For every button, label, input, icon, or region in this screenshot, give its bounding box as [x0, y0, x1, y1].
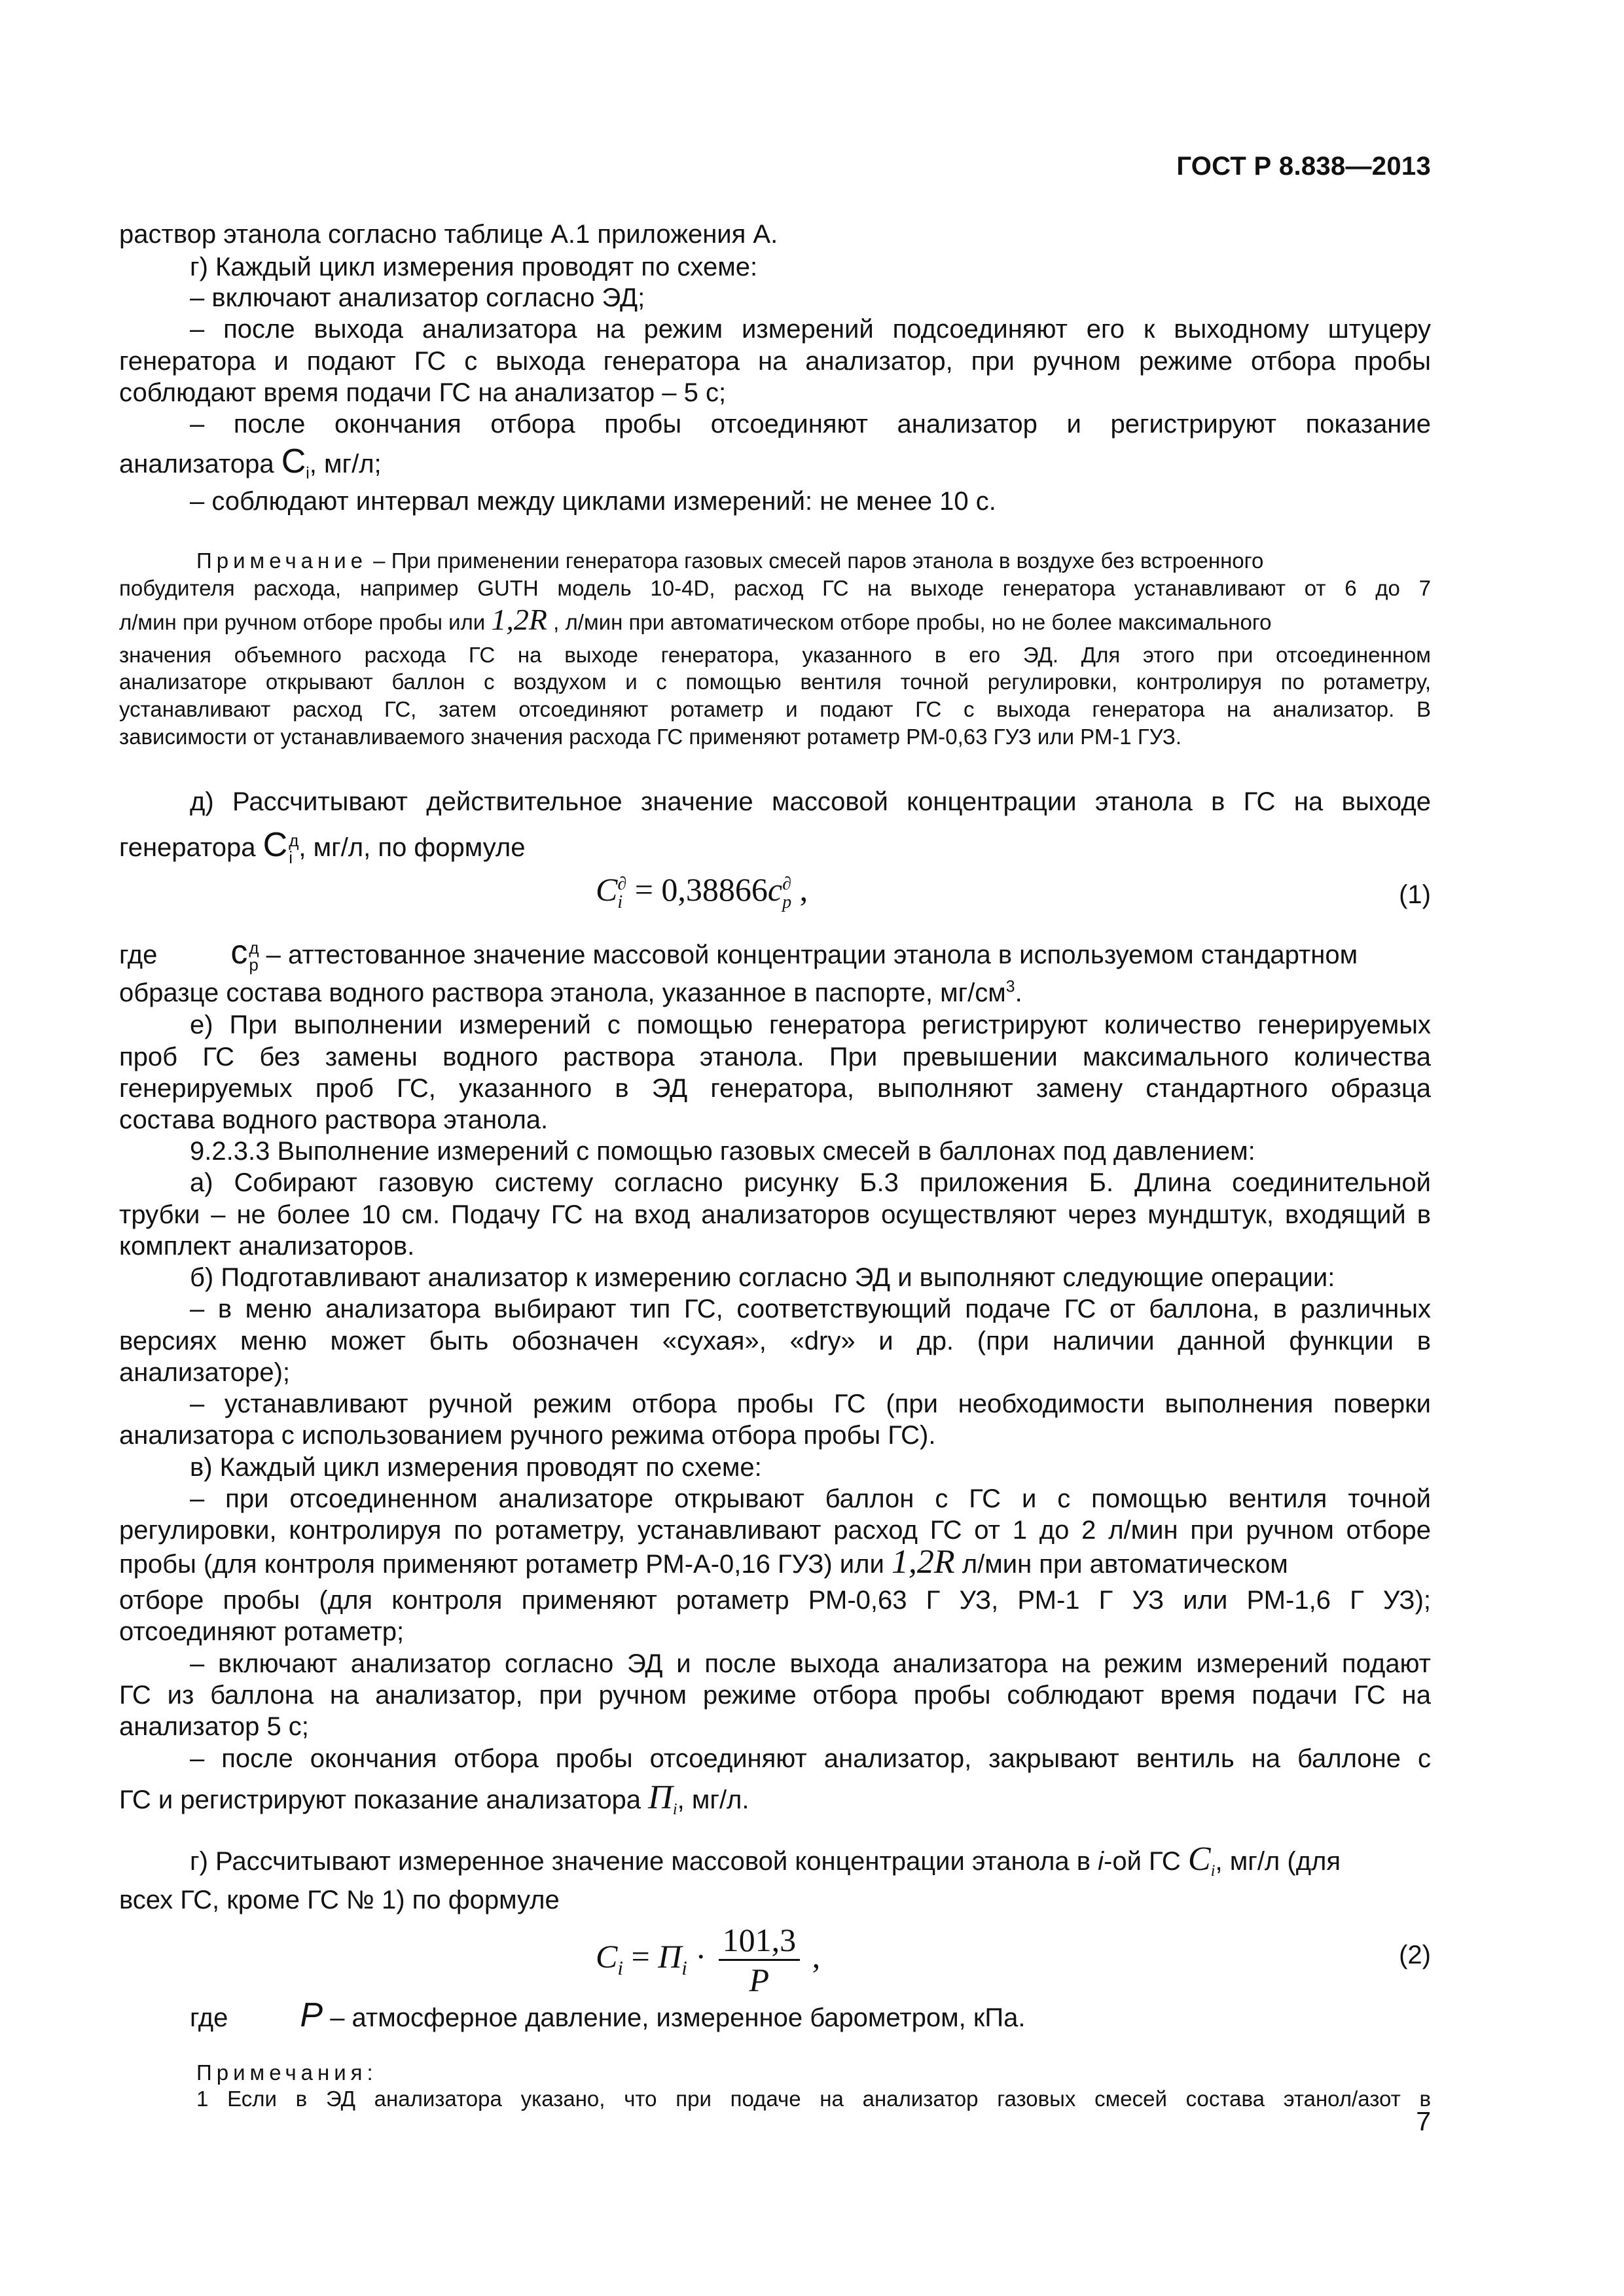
text-line: трубки – не более 10 см. Подачу ГС на вход анализаторов осуществляют через мундштук, входящий в	[119, 1200, 1431, 1229]
section-heading: 9.2.3.3 Выполнение измерений с помощью газовых смесей в баллонах под давлением:	[190, 1137, 1255, 1166]
text-line: анализатор 5 с;	[119, 1712, 309, 1741]
text-line	[119, 442, 1431, 482]
text-line	[119, 1996, 1431, 2034]
text-fragment: , мг/л, по формуле	[298, 833, 526, 862]
page-number: 7	[1416, 2106, 1431, 2136]
formula-1	[596, 870, 808, 912]
text-line: отсоединяют ротаметр;	[119, 1617, 405, 1646]
symbol-subscript: р	[249, 955, 259, 975]
note-label: Примечание	[196, 548, 368, 573]
text-line	[119, 933, 1431, 975]
fraction-denominator: P	[749, 1962, 770, 1998]
text-fragment: .	[1015, 978, 1022, 1007]
symbol-i: i	[1098, 1847, 1104, 1876]
list-item-dash: – соблюдают интервал между циклами измерений: не менее 10 с.	[190, 487, 996, 516]
formula-subscript: i	[681, 1956, 687, 1979]
text-line: генератора и подают ГС с выхода генератора на анализатор, при ручном режиме отбора пробы	[119, 347, 1431, 376]
where-label: где	[119, 941, 158, 969]
note-line: зависимости от устанавливаемого значения расхода ГС применяют ротаметр РМ-0,63 ГУЗ или РМ-1 ГУЗ.	[119, 725, 1182, 749]
symbol-c: C	[1187, 1840, 1211, 1878]
symbol-c: С	[262, 826, 288, 864]
list-item-v: в) Каждый цикл измерения проводят по схеме:	[190, 1453, 762, 1482]
text-line	[119, 1543, 1431, 1581]
text-line: отборе пробы (для контроля применяют ротаметр РМ-0,63 Г УЗ, РМ-1 Г УЗ или РМ-1,6 Г УЗ);	[119, 1586, 1431, 1615]
text-line: анализаторе);	[119, 1358, 291, 1387]
text-line: состава водного раствора этанола.	[119, 1105, 549, 1134]
formula-symbol: C	[596, 871, 618, 908]
formula-2	[596, 1921, 820, 1999]
text-fragment: л/мин при автоматическом	[954, 1550, 1288, 1579]
formula-symbol: C	[596, 1937, 618, 1975]
note-line	[119, 603, 1431, 636]
formula-coefficient: = 0,38866	[626, 871, 768, 908]
text-line	[119, 977, 1431, 1009]
equation-number: (1)	[1399, 880, 1431, 909]
note-line: устанавливают расход ГС, затем отсоединяют ротаметр и подают ГС с выхода генератора на анализатор. В	[119, 697, 1431, 721]
document-header: ГОСТ Р 8.838—2013	[1176, 152, 1431, 181]
list-item-g: г) Каждый цикл измерения проводят по схеме:	[190, 253, 758, 281]
notes-heading	[196, 2059, 1431, 2087]
list-item-d: д) Рассчитывают действительное значение массовой концентрации этанола в ГС на выходе	[190, 787, 1431, 816]
text-fragment: пробы (для контроля применяют ротаметр РМ-А-0,16 ГУЗ) или	[119, 1550, 892, 1579]
list-item-g	[190, 1840, 1431, 1880]
text-line	[119, 1779, 1431, 1818]
text-line: раствор этанола согласно таблице А.1 приложения А.	[119, 220, 778, 249]
text-line: генерируемых проб ГС, указанного в ЭД генератора, выполняют замену стандартного образца	[119, 1074, 1431, 1103]
text-line	[119, 826, 1431, 868]
unit-superscript: 3	[1005, 978, 1015, 996]
formula-symbol: П	[658, 1937, 682, 1975]
list-item-a: а) Собирают газовую систему согласно рисунку Б.3 приложения Б. Длина соединительной	[190, 1168, 1431, 1197]
text-fragment: -ой ГС	[1104, 1847, 1188, 1876]
text-fragment: образце состава водного раствора этанола, указанное в паспорте, мг/см	[119, 978, 1006, 1007]
text-line: ГС из баллона на анализатор, при ручном режиме отбора пробы соблюдают время подачи ГС на	[119, 1681, 1431, 1710]
note-line: анализаторе открывают баллон с воздухом и с помощью вентиля точной регулировки, контролируя по ротаметру,	[119, 670, 1431, 694]
note-line: значения объемного расхода ГС на выходе генератора, указанного в его ЭД. Для этого при отсоединенном	[119, 643, 1431, 667]
list-item-dash: – в меню анализатора выбирают тип ГС, соответствующий подаче ГС от баллона, в различных	[190, 1295, 1431, 1323]
text-fragment: , мг/л (для	[1215, 1847, 1341, 1876]
equation-number: (2)	[1399, 1941, 1431, 1969]
text-line: анализатора с использованием ручного режима отбора пробы ГС).	[119, 1421, 936, 1450]
text-line: всех ГС, кроме ГС № 1) по формуле	[119, 1886, 560, 1914]
text-fragment: , мг/л;	[309, 450, 382, 478]
note-text: – При применении генератора газовых смесей паров этанола в воздухе без встроенного	[367, 548, 1264, 573]
where-label: где	[190, 2003, 228, 2032]
list-item-dash: – после окончания отбора пробы отсоединяют анализатор, закрывают вентиль на баллоне с	[190, 1744, 1431, 1773]
text-fragment: – атмосферное давление, измеренное барометром, кПа.	[323, 2003, 1026, 2032]
text-fragment: анализатора	[119, 450, 281, 478]
symbol-1-2r: 1,2R	[491, 603, 548, 636]
list-item-b: б) Подготавливают анализатор к измерению согласно ЭД и выполняют следующие операции:	[190, 1263, 1335, 1292]
symbol-subscript: i	[289, 848, 293, 868]
list-item-e: е) При выполнении измерений с помощью генератора регистрируют количество генерируемых	[190, 1011, 1431, 1039]
symbol-subscript: i	[306, 465, 310, 482]
list-item-dash: – при отсоединенном анализаторе открывают баллон с ГС и с помощью вентиля точной	[190, 1484, 1431, 1513]
formula-superscript: ∂	[617, 873, 627, 894]
note-text: , л/мин при автоматическом отборе пробы, но не более максимального	[547, 610, 1272, 634]
formula-operator: ·	[687, 1937, 715, 1975]
formula-fraction	[719, 1921, 801, 1999]
notes-label: Примечания:	[196, 2060, 378, 2085]
text-fragment: – аттестованное значение массовой концентрации этанола в используемом стандартном	[259, 941, 1358, 969]
formula-subscript: i	[617, 1956, 623, 1979]
symbol-superscript: д	[249, 938, 259, 958]
text-line: регулировки, контролируя по ротаметру, устанавливают расход ГС от 1 до 2 л/мин при ручном отборе	[119, 1516, 1431, 1545]
symbol-p: Р	[300, 1996, 323, 2034]
list-item-dash: – после выхода анализатора на режим измерений подсоединяют его к выходному штуцеру	[190, 315, 1431, 344]
text-fragment: генератора	[119, 833, 263, 862]
list-item-dash: – включают анализатор согласно ЭД и после выхода анализатора на режим измерений подают	[190, 1649, 1431, 1678]
list-item-dash: – после окончания отбора пробы отсоединяют анализатор и регистрируют показание	[190, 410, 1431, 439]
symbol-1-2r: 1,2R	[891, 1543, 955, 1581]
fraction-numerator: 101,3	[719, 1921, 801, 1961]
text-fragment: , мг/л.	[677, 1785, 749, 1814]
symbol-c: с	[230, 933, 248, 971]
note-text: л/мин при ручном отборе пробы или	[119, 610, 492, 634]
list-item-dash: – устанавливают ручной режим отбора пробы ГС (при необходимости выполнения поверки	[190, 1390, 1431, 1418]
formula-operator: =	[623, 1937, 659, 1975]
text-line: проб ГС без замены водного раствора этанола. При превышении максимального количества	[119, 1043, 1431, 1071]
note-line: побудителя расхода, например GUTH модель 10-4D, расход ГС на выходе генератора устанавливают от 6 до 7	[119, 576, 1431, 600]
text-fragment: ГС и регистрируют показание анализатора	[119, 1785, 649, 1814]
formula-subscript: p	[782, 891, 792, 912]
formula-tail: ,	[791, 871, 808, 908]
formula-symbol: c	[767, 871, 783, 908]
symbol-superscript: д	[289, 831, 299, 851]
symbol-p: П	[648, 1779, 673, 1816]
text-fragment: г) Рассчитывают измеренное значение массовой концентрации этанола в	[190, 1847, 1098, 1876]
list-item-dash: – включают анализатор согласно ЭД;	[190, 283, 645, 312]
formula-tail: ,	[804, 1937, 821, 1975]
formula-superscript: ∂	[782, 873, 791, 894]
text-line: комплект анализаторов.	[119, 1232, 415, 1261]
formula-subscript: i	[617, 891, 623, 912]
symbol-subscript: i	[672, 1801, 677, 1818]
text-line: версиях меню может быть обозначен «сухая», «dry» и др. (при наличии данной функции в	[119, 1327, 1431, 1355]
symbol-subscript: i	[1210, 1862, 1216, 1880]
note-line	[196, 547, 1431, 575]
text-line: соблюдают время подачи ГС на анализатор – 5 с;	[119, 378, 727, 407]
note-line: 1 Если в ЭД анализатора указано, что при подаче на анализатор газовых смесей состава этанол/азот в	[196, 2087, 1431, 2111]
symbol-c: С	[281, 442, 306, 480]
